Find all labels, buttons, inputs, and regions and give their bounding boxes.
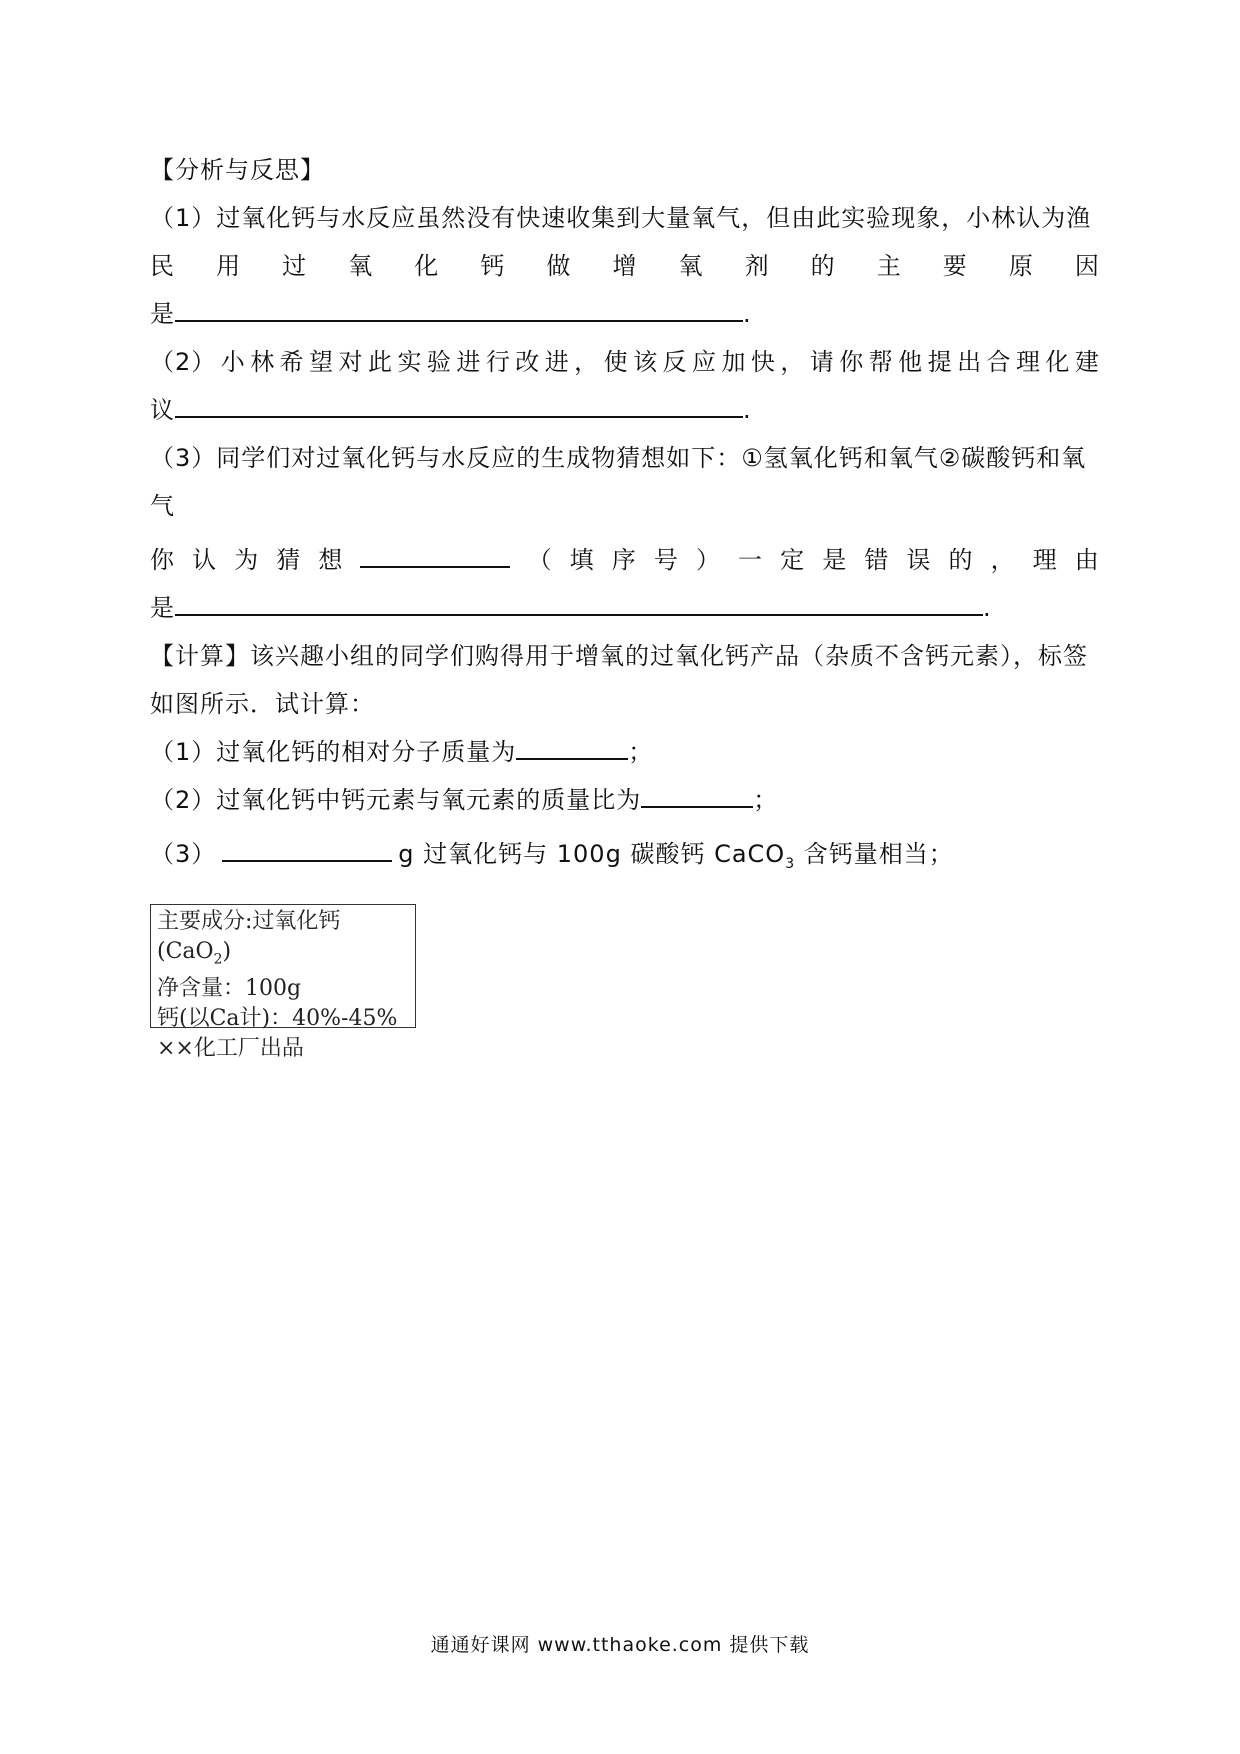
char: 用 xyxy=(216,252,242,280)
char: 他 xyxy=(898,348,924,376)
calc-q3-subscript: 3 xyxy=(785,855,796,872)
q1-line-1 xyxy=(150,198,1100,238)
char: 猜 xyxy=(276,546,302,574)
q2-answer-prefix: 议 xyxy=(150,396,175,424)
char: 建 xyxy=(1074,348,1100,376)
calc-q3-blank[interactable] xyxy=(222,834,392,862)
char: ， xyxy=(990,546,1016,574)
char: 化 xyxy=(1045,348,1071,376)
calc-intro-cont: 如图所示．试计算： xyxy=(150,690,375,718)
char: ， xyxy=(780,348,806,376)
q3-text-cont: 气 xyxy=(150,492,175,520)
calc-intro-line-2 xyxy=(150,684,1100,724)
calc-q3-text-b: 含钙量相当； xyxy=(795,840,954,868)
char: 使 xyxy=(603,348,629,376)
q1-answer-blank[interactable] xyxy=(175,294,743,322)
char: 认 xyxy=(192,546,218,574)
section-heading-analysis xyxy=(150,150,1100,190)
char: 进 xyxy=(544,348,570,376)
q3-line-3 xyxy=(150,540,1100,580)
char: 望 xyxy=(309,348,335,376)
char: （ xyxy=(527,546,553,574)
calc-q3 xyxy=(150,834,1100,874)
char: 此 xyxy=(368,348,393,376)
char: 原 xyxy=(1008,252,1034,280)
char: 合 xyxy=(986,348,1012,376)
char: 的 xyxy=(948,546,974,574)
calc-q3-prefix: （3） xyxy=(150,840,217,868)
calc-q1-suffix: ； xyxy=(628,738,654,766)
char: 为 xyxy=(234,546,260,574)
q3-line-2 xyxy=(150,486,1100,526)
char: 填 xyxy=(569,546,595,574)
char: 因 xyxy=(1074,252,1100,280)
char: 林 xyxy=(250,348,276,376)
q3-reason-prefix: 是 xyxy=(150,594,175,622)
char: 验 xyxy=(426,348,452,376)
label-line-net: 净含量：100g xyxy=(157,976,302,1002)
label-line-calcium: 钙(以Ca计)：40%-45% xyxy=(157,1006,398,1032)
calc-q2 xyxy=(150,780,1100,820)
char: 错 xyxy=(864,546,890,574)
char: 的 xyxy=(810,252,836,280)
q1-answer-prefix: 是 xyxy=(150,300,175,328)
char: 加 xyxy=(721,348,747,376)
char: 号 xyxy=(653,546,679,574)
char: 你 xyxy=(839,348,865,376)
char: ， xyxy=(574,348,600,376)
char: 对 xyxy=(338,348,364,376)
char: 行 xyxy=(485,348,511,376)
q3-line-1 xyxy=(150,438,1100,478)
q2-answer-blank[interactable] xyxy=(175,390,743,418)
calc-q1-text: （1）过氧化钙的相对分子质量为 xyxy=(150,738,517,766)
char: 剂 xyxy=(744,252,770,280)
q3-text: （3）同学们对过氧化钙与水反应的生成物猜想如下：①氢氧化钙和氧气②碳酸钙和氧 xyxy=(150,444,1087,472)
char: 请 xyxy=(809,348,835,376)
label-ingredient-sub: 2 xyxy=(213,951,223,968)
char: 想 xyxy=(318,546,344,574)
q3-line-4 xyxy=(150,588,1100,628)
calc-q1-blank[interactable] xyxy=(516,732,628,760)
heading-text: 【分析与反思】 xyxy=(150,156,325,184)
calc-q2-text: （2）过氧化钙中钙元素与氧元素的质量比为 xyxy=(150,786,642,814)
page-footer: 通通好课网 www.tthaoke.com 提供下载 xyxy=(430,1634,810,1656)
q3-guess-blank[interactable] xyxy=(360,540,510,568)
char: 提 xyxy=(927,348,953,376)
q1-line-3 xyxy=(150,294,1100,334)
q2-answer-suffix: . xyxy=(743,396,752,424)
q2-line-1 xyxy=(150,342,1100,382)
char: 小 xyxy=(220,348,246,376)
char: 做 xyxy=(546,252,572,280)
q3-reason-suffix: . xyxy=(983,594,992,622)
char: 钙 xyxy=(480,252,506,280)
char: 改 xyxy=(515,348,541,376)
char: 快 xyxy=(750,348,776,376)
char: 希 xyxy=(279,348,305,376)
q1-text: （1）过氧化钙与水反应虽然没有快速收集到大量氧气，但由此实验现象，小林认为渔 xyxy=(150,204,1092,232)
char: ） xyxy=(695,546,721,574)
char: 反 xyxy=(662,348,688,376)
char: 进 xyxy=(456,348,482,376)
calc-intro-line-1 xyxy=(150,636,1100,676)
q3-reason-blank[interactable] xyxy=(175,588,983,616)
char: 是 xyxy=(822,546,848,574)
q1-line-2 xyxy=(150,246,1100,286)
char: 理 xyxy=(1032,546,1058,574)
label-ingredient-close: ) xyxy=(222,939,232,964)
char: 氧 xyxy=(678,252,704,280)
char: 增 xyxy=(612,252,638,280)
calc-q2-suffix: ； xyxy=(753,786,779,814)
char: 误 xyxy=(906,546,932,574)
char: 应 xyxy=(691,348,717,376)
char: 出 xyxy=(957,348,983,376)
char: 由 xyxy=(1074,546,1100,574)
char: 过 xyxy=(282,252,308,280)
char: 氧 xyxy=(348,252,374,280)
calc-q2-blank[interactable] xyxy=(641,780,753,808)
char: （2） xyxy=(150,348,217,376)
calc-q3-text-a: g 过氧化钙与 100g 碳酸钙 CaCO xyxy=(398,840,786,868)
calc-q1 xyxy=(150,732,1100,772)
char: 主 xyxy=(876,252,902,280)
char: 帮 xyxy=(868,348,894,376)
char: 序 xyxy=(611,546,637,574)
char: 化 xyxy=(414,252,440,280)
label-ingredient-text: 主要成分:过氧化钙(CaO xyxy=(157,909,341,964)
q2-line-2 xyxy=(150,390,1100,430)
char: 该 xyxy=(633,348,659,376)
product-label xyxy=(150,904,416,1062)
char: 定 xyxy=(780,546,806,574)
char: 要 xyxy=(942,252,968,280)
char: 你 xyxy=(150,546,175,574)
char: 实 xyxy=(397,348,423,376)
q1-answer-suffix: . xyxy=(743,300,752,328)
char: 民 xyxy=(150,252,175,280)
label-line-maker: ××化工厂出品 xyxy=(157,1036,304,1062)
char: 一 xyxy=(738,546,764,574)
calc-intro: 【计算】该兴趣小组的同学们购得用于增氧的过氧化钙产品（杂质不含钙元素），标签 xyxy=(150,642,1088,670)
char: 理 xyxy=(1015,348,1041,376)
label-line-ingredient xyxy=(157,907,409,974)
